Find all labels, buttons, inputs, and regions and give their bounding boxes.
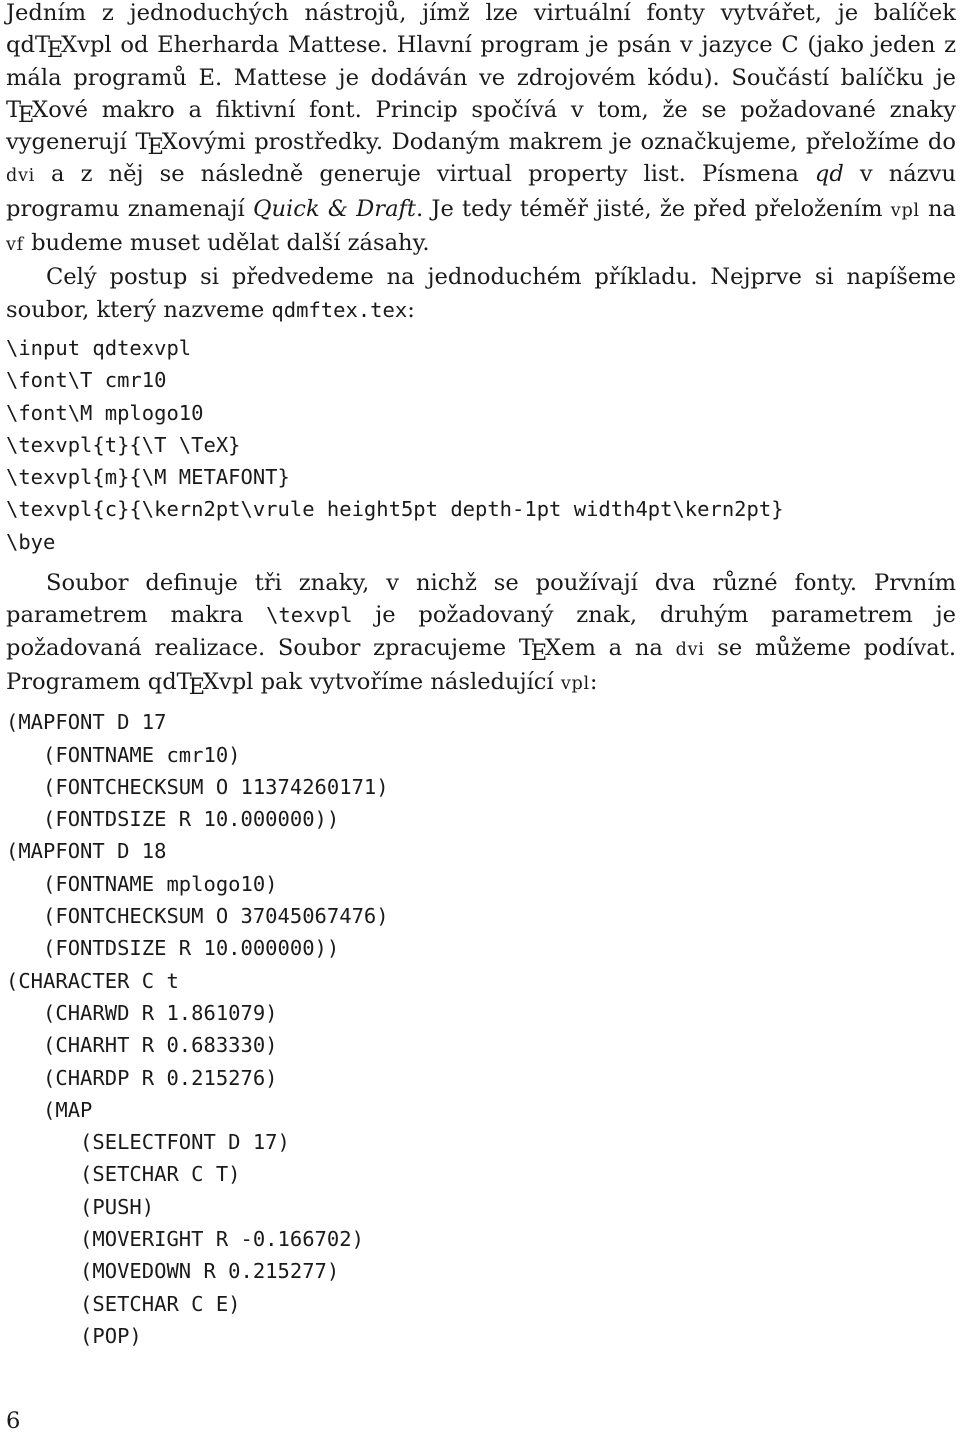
smallcaps-dvi: dvi	[6, 166, 35, 187]
text-span: se můžeme podívat. Programem qd	[6, 634, 957, 695]
text-span: :	[589, 668, 598, 695]
tex-logo: TE	[6, 96, 35, 128]
text-span: a z něj se následně generuje virtual property list. Písmena	[34, 161, 815, 188]
code-block-vpl-output: (MAPFONT D 17 (FONTNAME cmr10) (FONTCHECKSUM O 11374260171) (FONTDSIZE R 10.000000)) (MAPFONT D 18 (FONTNAME mplogo10) (FONTCHECKSUM O 37045067476) (FONTDSIZE R 10.000000)) (CHARACTER C t (CHARWD R 1.861079) (CHARHT R 0.683330) (CHARDP R 0.215276) (MAP (SELECTFONT D 17) (SETCHAR C T) (PUSH) (MOVERIGHT R -0.166702) (MOVEDOWN R 0.215277) (SETCHAR C E) (POP)	[6, 710, 389, 1348]
text-span: budeme muset udělat další zásahy.	[23, 230, 430, 257]
filename: qdmftex.tex	[271, 297, 408, 322]
text-span: Xvpl od Eherharda Mattese. Hlavní program je psán v jazyce C (jako jeden z mála programů E. Mattese je dodáván ve zdrojovém kódu). Součástí balíčku je	[6, 32, 956, 91]
text-span: v názvu programu znamenají	[6, 161, 956, 222]
tex-logo: TE	[135, 129, 164, 161]
macro-name: \texvpl	[266, 603, 353, 628]
text-span: Soubor definuje tři znaky, v nichž se používají dva různé fonty. Prvním parametrem makra	[6, 570, 956, 629]
smallcaps-vf: vf	[6, 235, 24, 256]
tex-logo: TE	[34, 32, 64, 64]
text-span: Xové makro a fiktivní font. Princip spočívá v tom, že se požadované znaky vygenerují	[6, 96, 956, 156]
text-span: Xem a na	[545, 634, 676, 661]
text-span: Xovými prostředky. Dodaným makrem je označkujeme, přeložíme do	[161, 129, 956, 156]
text-span: Celý postup si předvedeme na jednoduchém příkladu. Nejprve si napíšeme soubor, který nazveme	[6, 264, 956, 323]
text-span: na	[919, 195, 956, 222]
tex-logo: TE	[176, 668, 206, 700]
text-span: :	[407, 296, 415, 323]
italic-quick-draft: Quick & Draft	[252, 195, 416, 222]
paragraph-explanation	[6, 567, 956, 700]
paragraph-example-intro	[6, 261, 956, 326]
smallcaps-vpl: vpl	[890, 200, 920, 221]
text-span: Xvpl pak vytvoříme následující	[202, 668, 561, 695]
page-number: 6	[6, 1408, 21, 1434]
smallcaps-dvi: dvi	[675, 639, 705, 660]
text-span: je požadovaný znak, druhým parametrem je požadovaná realizace. Soubor zpracujeme	[6, 602, 956, 661]
smallcaps-vpl: vpl	[560, 673, 590, 694]
text-span: Jedním z jednoduchých nástrojů, jímž lze virtuální fonty vytvářet, je balíček qd	[6, 0, 956, 59]
text-span: . Je tedy téměř jisté, že před přeložením	[416, 195, 891, 222]
code-block-tex-source: \input qdtexvpl \font\T cmr10 \font\M mplogo10 \texvpl{t}{\T \TeX} \texvpl{m}{\M METAFONT} \texvpl{c}{\kern2pt\vrule height5pt depth-1pt width4pt\kern2pt} \bye	[6, 335, 784, 554]
document-page	[6, 0, 956, 1352]
italic-qd: qd	[814, 161, 844, 188]
paragraph-intro	[6, 0, 956, 261]
tex-logo: TE	[518, 634, 548, 666]
